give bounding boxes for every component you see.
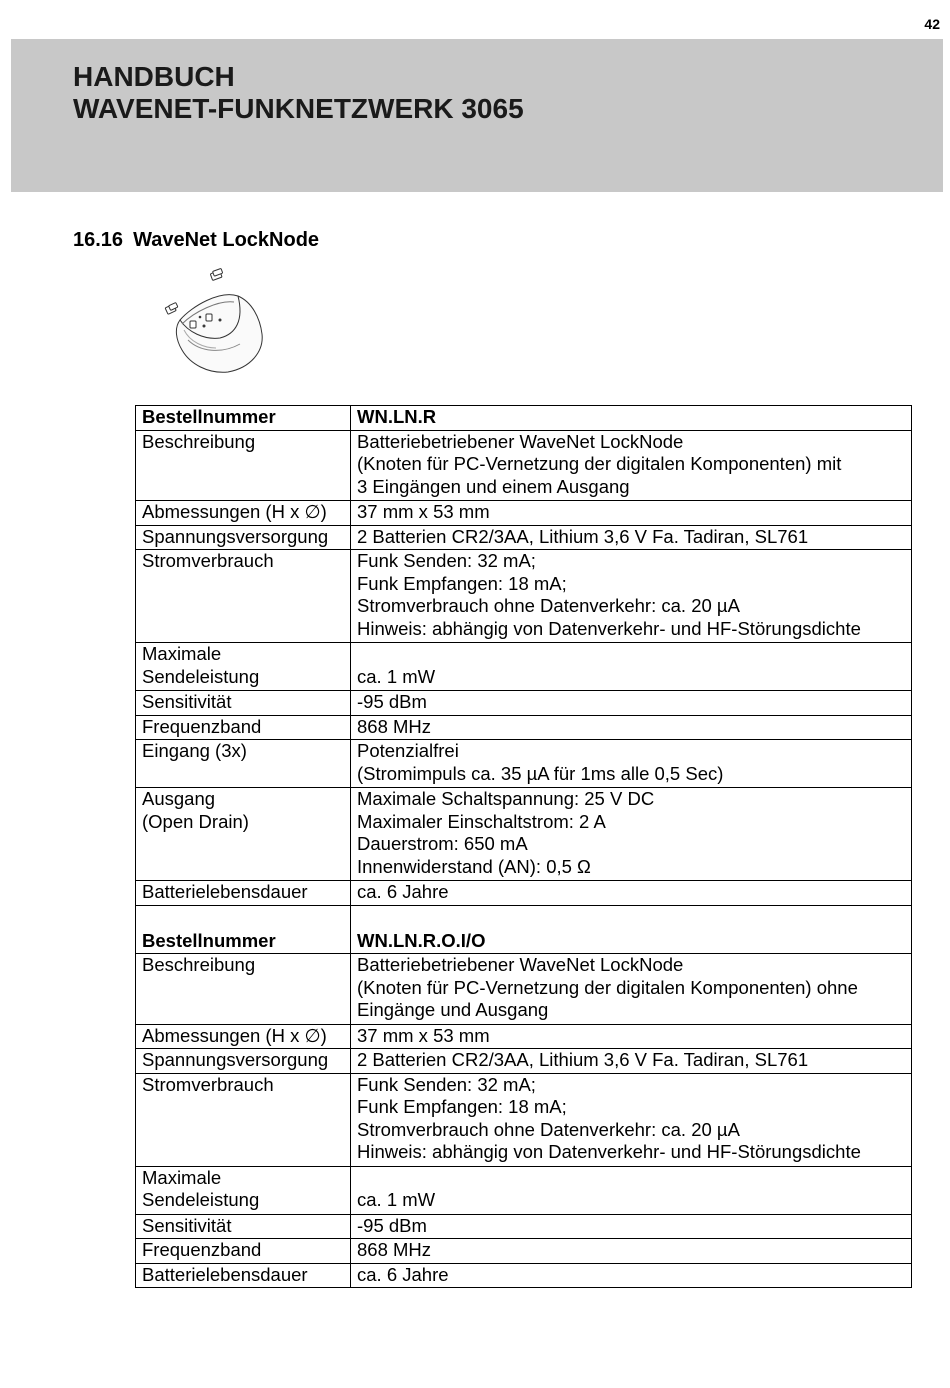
spec-label-line: Maximale [142,643,222,664]
spec-label-line: Ausgang [142,788,216,809]
spec-value [351,954,912,1025]
spec-row [136,1024,912,1049]
spec-label: Beschreibung [136,954,351,1025]
spec-value-line: Funk Empfangen: 18 mA; [357,1096,567,1117]
spec-row [136,1049,912,1074]
spec-row [136,1073,912,1166]
spec-label: Eingang (3x) [136,740,351,788]
spec-label-line: Maximale [142,1166,222,1188]
spec-value-line: 2 Batterien CR2/3AA, Lithium 3,6 V Fa. Tadiran, SL761 [357,525,809,547]
spec-row [136,954,912,1025]
spec-value-line: 37 mm x 53 mm [357,501,490,522]
spec-row [136,691,912,716]
section-number: 16.16 [73,229,124,251]
spec-value-line: Funk Empfangen: 18 mA; [357,572,567,594]
spec-row [136,525,912,550]
spec-value [351,715,912,740]
spec-label: Abmessungen (H x ∅) [136,501,351,526]
spec-value [351,643,912,691]
header-band [11,39,943,192]
spec-value-line: (Knoten für PC-Vernetzung der digitalen Komponenten) mit [357,453,842,474]
spec-value [351,691,912,716]
spec-label: Frequenzband [136,715,351,740]
spec-row [136,501,912,526]
spec-label-line: (Open Drain) [142,810,249,832]
spec-label: Sensitivität [136,1214,351,1239]
spec-value [351,788,912,881]
spec-table [135,405,912,1288]
page-number: 42 [924,16,940,32]
spec-value-line: ca. 6 Jahre [357,881,449,902]
spec-label: Batterielebensdauer [136,1263,351,1288]
spec-value [351,501,912,526]
spec-value-line: -95 dBm [357,1214,427,1236]
spec-value [351,1024,912,1049]
spec-value-line: Hinweis: abhängig von Datenverkehr- und HF-Störungsdichte [357,617,861,639]
order-number-value: WN.LN.R [351,406,912,431]
spec-row [136,788,912,881]
spec-label: Frequenzband [136,1239,351,1264]
spec-value-line: Funk Senden: 32 mA; [357,550,536,571]
spec-row [136,881,912,906]
spec-value [351,550,912,643]
spec-row [136,1214,912,1239]
order-number-label: Bestellnummer [136,406,351,431]
spec-label-line: Sendeleistung [142,665,260,687]
order-number-row [136,406,912,431]
spec-value-line: 2 Batterien CR2/3AA, Lithium 3,6 V Fa. Tadiran, SL761 [357,1049,809,1070]
spec-value-line: (Knoten für PC-Vernetzung der digitalen Komponenten) ohne [357,976,858,998]
spec-label [136,788,351,881]
spec-value [351,1166,912,1214]
spec-value-line: Batteriebetriebener WaveNet LockNode [357,430,684,452]
order-number-value: WN.LN.R.O.I/O [351,905,912,954]
spec-label: Abmessungen (H x ∅) [136,1024,351,1049]
spec-value [351,1214,912,1239]
spec-value-line: 37 mm x 53 mm [357,1024,490,1046]
spec-label: Sensitivität [136,691,351,716]
spec-value [351,740,912,788]
spec-label: Batterielebensdauer [136,881,351,906]
spec-row [136,1263,912,1288]
spec-value-line: 868 MHz [357,715,432,737]
spec-label: Spannungsversorgung [136,1049,351,1074]
spec-row [136,715,912,740]
spec-value-line: Innenwiderstand (AN): 0,5 Ω [357,855,591,877]
spec-value-line: Stromverbrauch ohne Datenverkehr: ca. 20 µA [357,595,740,616]
spec-label: Stromverbrauch [136,1073,351,1166]
spec-value [351,881,912,906]
title-line-1: HANDBUCH [73,61,235,92]
spec-value-line: Funk Senden: 32 mA; [357,1073,536,1095]
spec-label: Beschreibung [136,430,351,501]
spec-row [136,1239,912,1264]
spacer-line [357,643,911,666]
spec-value-line: Stromverbrauch ohne Datenverkehr: ca. 20 µA [357,1118,740,1140]
spec-value-line: Dauerstrom: 650 mA [357,833,528,854]
spec-value-line: -95 dBm [357,691,427,712]
spec-value-line: Hinweis: abhängig von Datenverkehr- und HF-Störungsdichte [357,1141,861,1162]
spec-value-line: 3 Eingängen und einem Ausgang [357,475,630,497]
spec-value-line: Maximaler Einschaltstrom: 2 A [357,810,606,832]
spec-value-line: 868 MHz [357,1239,432,1260]
section-title: WaveNet LockNode [133,229,320,251]
spec-value [351,1049,912,1074]
spec-row [136,643,912,691]
order-number-label: Bestellnummer [136,905,351,954]
spec-value [351,1239,912,1264]
spec-label [136,643,351,691]
title-line-2: WAVENET-FUNKNETZWERK 3065 [73,93,524,124]
spec-value [351,1073,912,1166]
spec-label: Stromverbrauch [136,550,351,643]
spec-value [351,525,912,550]
spec-row [136,550,912,643]
spec-row [136,1166,912,1214]
spec-value-line: ca. 1 mW [357,1189,436,1210]
spec-value-line: Maximale Schaltspannung: 25 V DC [357,788,655,809]
spec-row [136,430,912,501]
order-number-row [136,905,912,954]
spec-value-line: ca. 1 mW [357,665,436,687]
spacer-line [357,1167,911,1190]
page-title [73,61,524,125]
spec-label-line: Sendeleistung [142,1189,260,1210]
spec-value-line: Eingänge und Ausgang [357,999,549,1020]
spec-value-line: Potenzialfrei [357,740,459,761]
section-heading [73,229,319,252]
spec-value-line: (Stromimpuls ca. 35 µA für 1ms alle 0,5 Sec) [357,762,724,784]
spec-value [351,430,912,501]
spec-label [136,1166,351,1214]
spec-label: Spannungsversorgung [136,525,351,550]
spec-value-line: Batteriebetriebener WaveNet LockNode [357,954,684,975]
spec-row [136,740,912,788]
spec-value-line: ca. 6 Jahre [357,1263,449,1285]
spec-value [351,1263,912,1288]
locknode-device-icon [160,268,270,378]
